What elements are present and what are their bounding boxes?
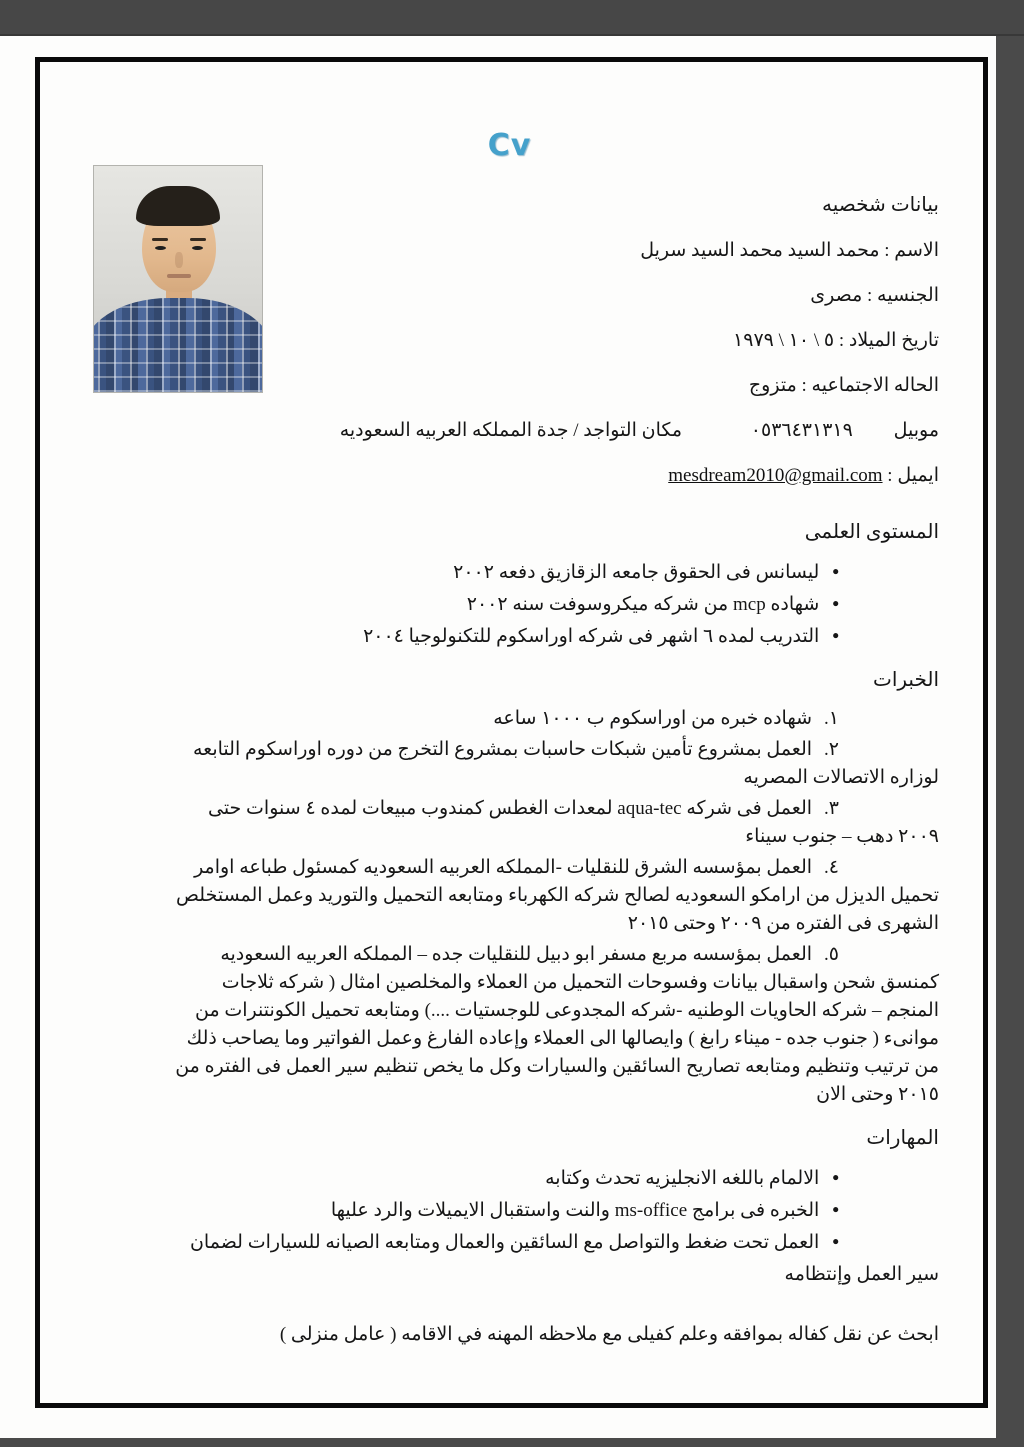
mobile-location-line <box>80 418 939 444</box>
name-line: الاسم : محمد السيد محمد السيد سريل <box>640 240 939 261</box>
email-link[interactable]: mesdream2010@gmail.com <box>668 465 883 486</box>
skill-item: • الالمام باللغه الانجليزيه تحدث وكتابه <box>175 1163 939 1195</box>
photo-plaid-shirt <box>93 298 263 392</box>
experience-item: العمل بمؤسسه الشرق للنقليات -المملكه العربيه السعوديه كمسئول طباعه اوامر تحميل الديزل من ارامكو السعوديه لصالح شركه الكهرباء ومتابعه التحميل والتوريد وعمل المستخلص الشهرى فى الفتره من ٢٠٠٩ وحتى ٢٠١٥ <box>176 857 939 934</box>
experience-item: العمل فى شركه aqua-tec لمعدات الغطس كمندوب مبيعات لمده ٤ سنوات حتى ٢٠٠٩ دهب – جنوب سيناء <box>207 798 939 847</box>
photo-eye <box>192 246 203 250</box>
experience-heading: الخبرات <box>872 669 939 691</box>
page-border-frame <box>35 57 988 1408</box>
education-item: • ليسانس فى الحقوق جامعه الزقازيق دفعه ٢٠٠٢ <box>175 557 939 589</box>
skill-item: • الخبره فى برامج ms-office والنت واستقبال الايميلات والرد عليها <box>175 1195 939 1227</box>
desktop-background-top <box>0 0 1024 36</box>
photo-hair <box>136 186 220 226</box>
education-item: • شهاده mcp من شركه ميكروسوفت سنه ٢٠٠٢ <box>175 589 939 621</box>
personal-info-heading: بيانات شخصيه <box>822 194 939 216</box>
education-heading: المستوى العلمى <box>804 521 939 543</box>
experience-item: العمل بمشروع تأمين شبكات حاسبات بمشروع التخرج من دوره اوراسكوم التابعه لوزاره الاتصالات المصريه <box>193 739 939 788</box>
experience-list <box>80 705 939 1109</box>
photo-mouth <box>167 274 191 278</box>
photo-eyebrow <box>190 238 206 241</box>
photo-nose <box>175 252 183 268</box>
cv-title: Cv <box>487 128 532 163</box>
skill-item: • العمل تحت ضغط والتواصل مع السائقين والعمال ومتابعه الصيانه للسيارات لضمان سير العمل وإنتظامه <box>175 1227 939 1291</box>
sponsorship-transfer-note: ابحث عن نقل كفاله بموافقه وعلم كفيلى مع ملاحظه المهنه في الاقامه ( عامل منزلى ) <box>279 1324 939 1345</box>
skills-heading: المهارات <box>866 1127 939 1149</box>
experience-item: شهاده خبره من اوراسكوم ب ١٠٠٠ ساعه <box>493 708 813 729</box>
email-label: ايميل : <box>887 465 939 486</box>
email-line <box>80 463 939 489</box>
nationality-line: الجنسيه : مصرى <box>810 285 939 306</box>
birthdate-line: تاريخ الميلاد : ٥ \ ١٠ \ ١٩٧٩ <box>733 330 939 351</box>
skills-list <box>80 1163 939 1291</box>
experience-item: العمل بمؤسسه مربع مسفر ابو دبيل للنقليات جده – المملكه العربيه السعوديه كمنسق شحن واسقبال بيانات وفسوحات التحميل من العملاء والمخلصين امثال ( شركه ثلاجات المنجم – شركه الحاويات الوطنيه -شركه المجدوعى للوجستيات ....) ومتابعه تحميل الكونتنرات من موانىء ( جنوب جده - ميناء رابغ ) وايصالها الى العملاء وإعاده الفارغ وعمل الفواتير وما يصاحب ذلك من ترتيب وتنظيم ومتابعه تصاريح السائقين والسيارات وكل ما يخص تنظيم سير العمل فى الفتره من ٢٠١٥ وحتى الان <box>175 944 939 1105</box>
mobile-label: موبيل <box>893 420 939 441</box>
photo-eyebrow <box>152 238 168 241</box>
education-list <box>80 557 939 653</box>
document-page <box>0 36 996 1438</box>
education-item: • التدريب لمده ٦ اشهر فى شركه اوراسكوم للتكنولوجيا ٢٠٠٤ <box>175 621 939 653</box>
mobile-number: ٠٥٣٦٤٣١٣١٩ <box>750 420 853 441</box>
photo-eye <box>155 246 166 250</box>
marital-status-line: الحاله الاجتماعيه : متزوج <box>748 375 939 396</box>
location-text: مكان التواجد / جدة المملكه العربيه السعوديه <box>339 420 683 441</box>
profile-photo <box>93 165 263 393</box>
